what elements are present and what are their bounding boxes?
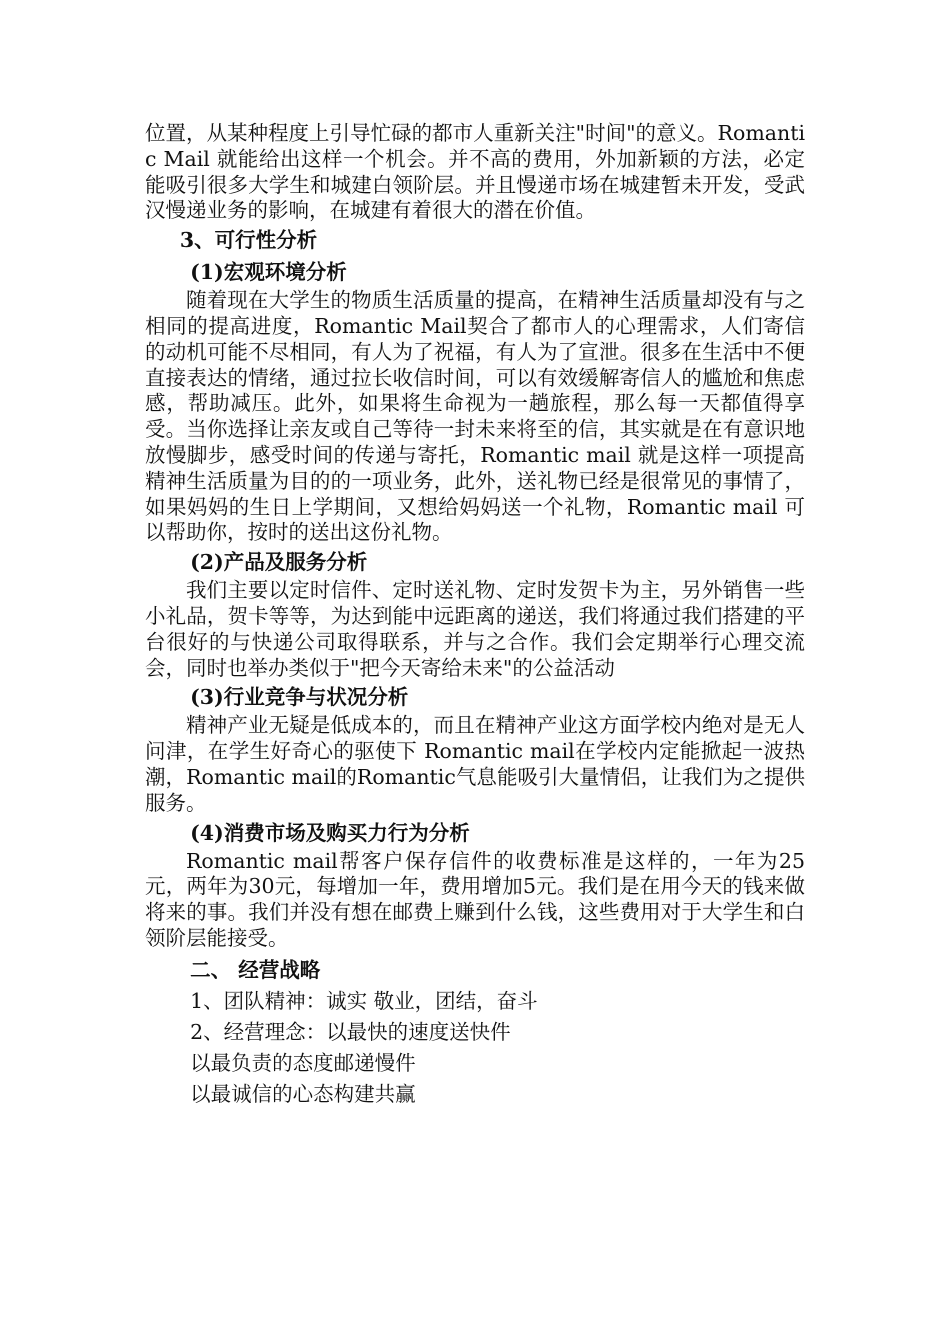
paragraph-macro-environment: 随着现在大学生的物质生活质量的提高，在精神生活质量却没有与之相同的提高进度，Romantic Mail契合了都市人的心理需求，人们寄信的动机可能不尽相同，有人为了祝福，有人为了宣泄。很多在生活中不便直接表达的情绪，通过拉长收信时间，可以有效缓解寄信人的尴尬和焦虑感，帮助减压。此外，如果将生命视为一趟旅程，那么每一天都值得享受。当你选择让亲友或自己等待一封未来将至的信，其实就是在有意识地放慢脚步，感受时间的传递与寄托，Romantic mail 就是这样一项提高精神生活质量为目的的一项业务，此外，送礼物已经是很常见的事情了，如果妈妈的生日上学期间，又想给妈妈送一个礼物，Romantic mail 可以帮助你，按时的送出这份礼物。 — [145, 288, 805, 545]
paragraph-consumer-market: Romantic mail帮客户保存信件的收费标准是这样的，一年为25元，两年为30元，每增加一年，费用增加5元。我们是在用今天的钱来做将来的事。我们并没有想在邮费上赚到什么钱，这些费用对于大学生和白领阶层能接受。 — [145, 848, 805, 950]
business-concept-line: 2、经营理念：以最快的速度送快件 — [190, 1019, 511, 1044]
responsible-attitude-line: 以最负责的态度邮递慢件 — [190, 1050, 416, 1075]
paragraph-industry-competition: 精神产业无疑是低成本的，而且在精神产业这方面学校内绝对是无人问津，在学生好奇心的驱使下 Romantic mail在学校内定能掀起一波热潮，Romantic mail的Romantic气息能吸引大量情侣，让我们为之提供服务。 — [145, 713, 805, 815]
document-page — [145, 121, 805, 1110]
honest-mindset-line: 以最诚信的心态构建共赢 — [190, 1081, 416, 1106]
team-spirit-line: 1、团队精神：诚实 敬业，团结，奋斗 — [190, 988, 538, 1013]
heading-industry-competition: (3)行业竞争与状况分析 — [190, 685, 409, 710]
heading-macro-environment: (1)宏观环境分析 — [190, 260, 347, 285]
heading-product-service: (2)产品及服务分析 — [190, 550, 368, 575]
paragraph-product-service: 我们主要以定时信件、定时送礼物、定时发贺卡为主，另外销售一些小礼品，贺卡等等，为达到能中远距离的递送，我们将通过我们搭建的平台很好的与快递公司取得联系，并与之合作。我们会定期举行心理交流会，同时也举办类似于"把今天寄给未来"的公益活动 — [145, 578, 805, 680]
paragraph-intro-end: 位置，从某种程度上引导忙碌的都市人重新关注"时间"的意义。Romantic Mail 就能给出这样一个机会。并不高的费用，外加新颖的方法，必定能吸引很多大学生和城建白领阶层。并且慢递市场在城建暂未开发，受武汉慢递业务的影响，在城建有着很大的潜在价值。 — [145, 121, 805, 223]
heading-business-strategy: 二、 经营战略 — [190, 957, 321, 982]
heading-consumer-market: (4)消费市场及购买力行为分析 — [190, 820, 470, 845]
heading-feasibility-analysis: 3、可行性分析 — [179, 228, 318, 253]
